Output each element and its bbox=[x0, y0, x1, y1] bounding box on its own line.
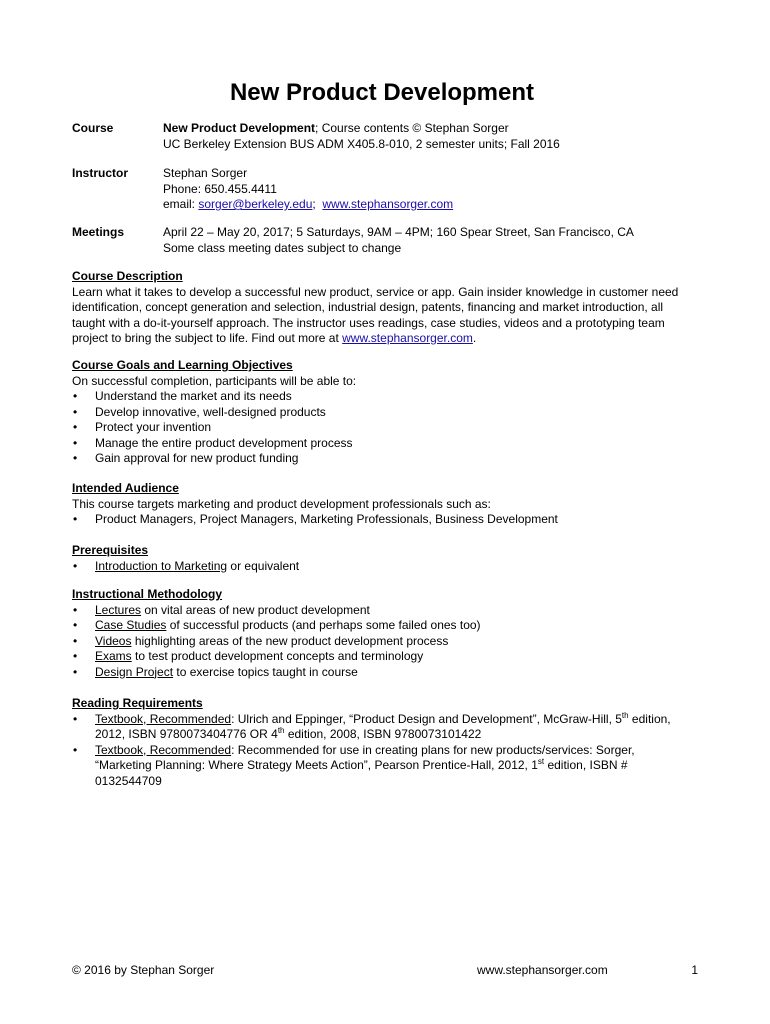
audience-heading: Intended Audience bbox=[72, 481, 179, 495]
reading-heading: Reading Requirements bbox=[72, 696, 203, 710]
course-description-heading: Course Description bbox=[72, 269, 183, 283]
goals-heading: Course Goals and Learning Objectives bbox=[72, 358, 293, 372]
reading-term: Textbook, Recommended bbox=[95, 742, 232, 757]
reading-sup: th bbox=[621, 710, 629, 720]
list-item bbox=[72, 634, 692, 650]
list-item bbox=[72, 618, 692, 634]
audience-section bbox=[72, 481, 692, 528]
meetings-label: Meetings bbox=[72, 225, 125, 239]
course-description-text bbox=[72, 285, 692, 347]
list-item: • Protect your invention bbox=[72, 420, 692, 436]
course-details: UC Berkeley Extension BUS ADM X405.8-010, 2 semester units; Fall 2016 bbox=[163, 136, 560, 151]
course-label: Course bbox=[72, 121, 114, 135]
reading-text: edition, 2012, ISBN 9780073404776 OR 4 bbox=[95, 711, 671, 741]
method-term: Exams bbox=[95, 649, 132, 663]
audience-intro: This course targets marketing and product development professionals such as: bbox=[72, 496, 491, 511]
reading-term: Textbook, Recommended bbox=[95, 711, 232, 726]
method-term: Videos bbox=[95, 633, 132, 648]
reading-sup: st bbox=[537, 757, 545, 766]
method-desc: to test product development concepts and terminology bbox=[131, 649, 424, 663]
prerequisite-rest: or equivalent bbox=[227, 558, 300, 573]
list-item bbox=[72, 559, 692, 575]
prerequisites-section bbox=[72, 543, 692, 574]
list-item bbox=[72, 743, 692, 790]
description-website-link[interactable]: www.stephansorger.com bbox=[342, 331, 473, 345]
instructor-phone: Phone: 650.455.4411 bbox=[163, 181, 277, 196]
reading-text: : Ulrich and Eppinger, “Product Design and Development”, McGraw-Hill, 5 bbox=[231, 711, 622, 726]
course-name: New Product Development bbox=[163, 121, 316, 135]
page-number: 1 bbox=[691, 963, 698, 977]
email-separator: ; bbox=[312, 197, 323, 211]
description-end: . bbox=[472, 331, 477, 345]
method-desc: of successful products (and perhaps some failed ones too) bbox=[166, 618, 481, 632]
reading-text: : Recommended for use in creating plans for new products/services: Sorger, “Marketing Planning: Where Strategy Meets Action”, Pearson Prentice-Hall, 2012, 1 bbox=[95, 742, 635, 772]
footer-website: www.stephansorger.com bbox=[477, 963, 608, 977]
website-link[interactable]: www.stephansorger.com bbox=[322, 197, 454, 211]
prerequisites-list bbox=[72, 559, 692, 575]
meetings-value bbox=[163, 225, 693, 256]
list-item bbox=[72, 665, 692, 681]
goals-list bbox=[72, 389, 692, 467]
course-value bbox=[163, 121, 693, 152]
method-desc: to exercise topics taught in course bbox=[173, 664, 358, 679]
description-body: Learn what it takes to develop a successful new product, service or app. Gain insider knowledge in customer need identification, concept generation and selection, industrial design, patents, financing and market introduction, all taught with a do-it-yourself approach. The instructor uses readings, case studies, videos and a prototyping team project to bring the subject to life. Find out more at bbox=[72, 284, 679, 345]
goals-section bbox=[72, 358, 692, 467]
goals-intro: On successful completion, participants will be able to: bbox=[72, 373, 357, 388]
reading-text: edition, 2008, ISBN 9780073101422 bbox=[284, 727, 482, 741]
list-item: • Understand the market and its needs bbox=[72, 389, 692, 405]
reading-section bbox=[72, 696, 692, 789]
meetings-note: Some class meeting dates subject to change bbox=[163, 240, 402, 255]
reading-text: edition, ISBN # 0132544709 bbox=[95, 758, 628, 788]
reading-sup: th bbox=[277, 726, 285, 735]
page-footer bbox=[72, 963, 698, 979]
email-link[interactable]: sorger@berkeley.edu bbox=[198, 197, 313, 211]
list-item bbox=[72, 649, 692, 665]
instructor-name: Stephan Sorger bbox=[163, 166, 248, 180]
instructor-value bbox=[163, 166, 693, 213]
list-item: • Product Managers, Project Managers, Marketing Professionals, Business Development bbox=[72, 512, 692, 528]
methodology-section bbox=[72, 587, 692, 680]
method-desc: highlighting areas of the new product development process bbox=[131, 633, 449, 648]
list-item: • Manage the entire product development process bbox=[72, 436, 692, 452]
reading-list bbox=[72, 712, 692, 790]
course-contents: ; Course contents © Stephan Sorger bbox=[315, 121, 509, 135]
list-item bbox=[72, 603, 692, 619]
footer-copyright: © 2016 by Stephan Sorger bbox=[72, 963, 215, 977]
prerequisites-heading: Prerequisites bbox=[72, 543, 149, 557]
course-description-section bbox=[72, 269, 692, 347]
method-desc: on vital areas of new product development bbox=[141, 602, 370, 617]
methodology-heading: Instructional Methodology bbox=[72, 587, 222, 601]
list-item bbox=[72, 712, 692, 743]
page-title: New Product Development bbox=[229, 79, 535, 106]
method-term: Case Studies bbox=[95, 618, 167, 632]
list-item: • Gain approval for new product funding bbox=[72, 451, 692, 467]
meetings-schedule: April 22 – May 20, 2017; 5 Saturdays, 9AM – 4PM; 160 Spear Street, San Francisco, CA bbox=[163, 225, 634, 239]
email-prefix: email: bbox=[163, 197, 199, 211]
prerequisite-link[interactable]: Introduction to Marketing bbox=[95, 558, 228, 573]
list-item: • Develop innovative, well-designed products bbox=[72, 405, 692, 421]
method-term: Design Project bbox=[95, 664, 174, 679]
instructor-label: Instructor bbox=[72, 166, 129, 180]
method-term: Lectures bbox=[95, 602, 142, 617]
methodology-list bbox=[72, 603, 692, 681]
audience-list bbox=[72, 512, 692, 528]
